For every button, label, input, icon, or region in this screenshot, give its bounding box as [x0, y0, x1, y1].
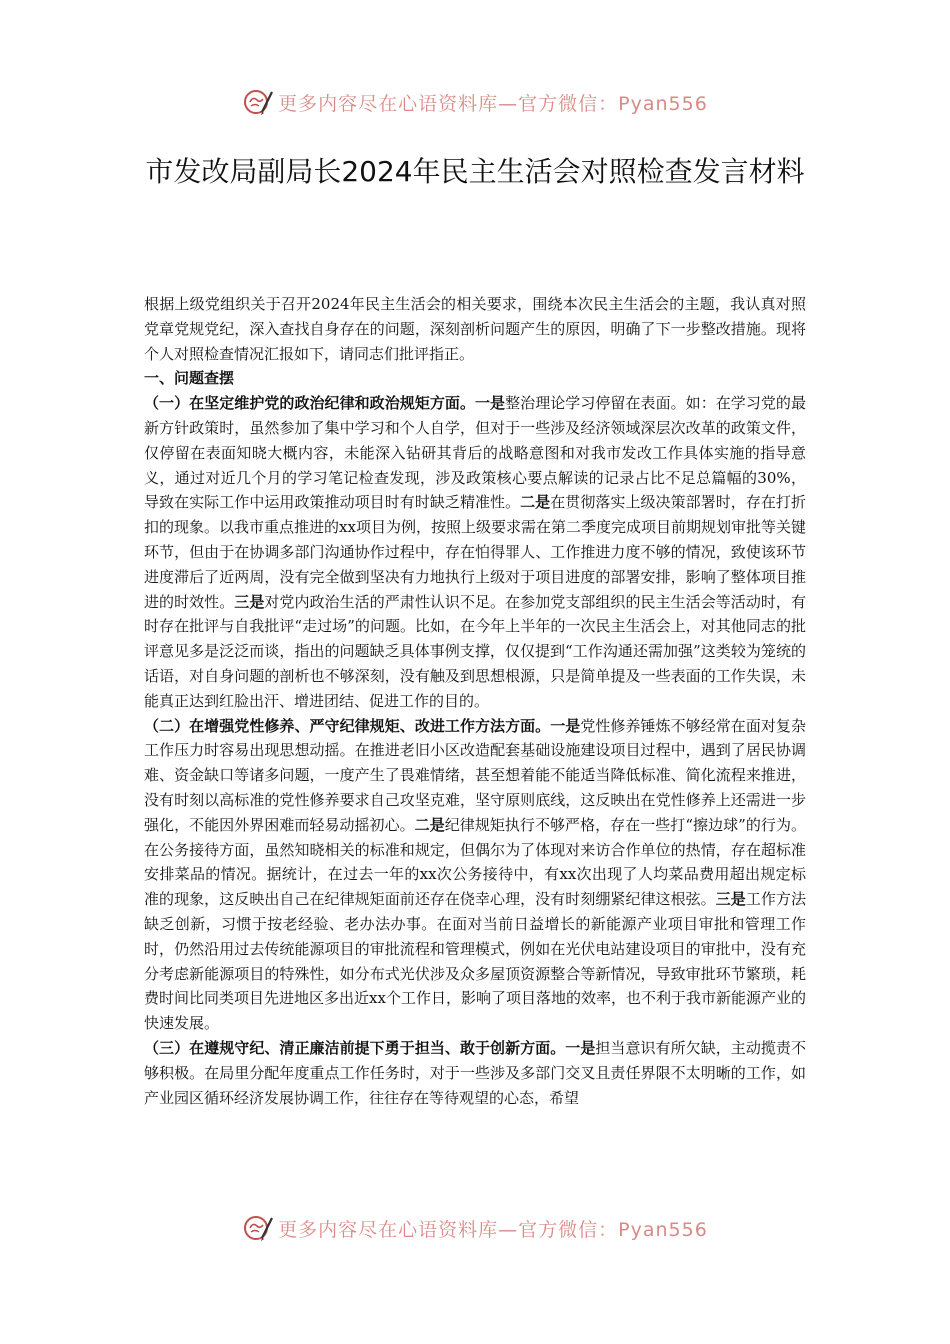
subsection-2-paragraph — [144, 714, 806, 1036]
document-title: 市发改局副局长2024年民主生活会对照检查发言材料 — [145, 155, 805, 188]
point-marker: 一是 — [550, 716, 581, 735]
point-text: 对党内政治生活的严肃性认识不足。在参加党支部组织的民主生活会等活动时，有时存在批评与自我批评“走过场”的问题。比如，在今年上半年的一次民主生活会上，对其他同志的批评意见多是泛泛而谈，指出的问题缺乏具体事例支撑，仅仅提到“工作沟通还需加强”这类较为笼统的话语，对自身问题的剖析也不够深刻，没有触及到思想根源，只是简单提及一些表面的工作失误，未能真正达到红脸出汗、增进团结、促进工作的目的。 — [144, 592, 806, 710]
header-watermark-banner — [0, 82, 950, 122]
point-text: 在贯彻落实上级决策部署时，存在打折扣的现象。以我市重点推进的xx项目为例，按照上级要求需在第二季度完成项目前期规划审批等关键环节，但由于在协调多部门沟通协作过程中，存在怕得罪人、工作推进力度不够的情况，致使该环节进度滞后了近两周，没有完全做到坚决有力地执行上级对于项目进度的部署安排，影响了整体项目推进的时效性。 — [144, 493, 806, 611]
watermark-text: 更多内容尽在心语资料库—官方微信：Pyan556 — [278, 92, 708, 115]
subsection-3-paragraph — [144, 1036, 806, 1110]
subsection-heading: （二）在增强党性修养、严守纪律规矩、改进工作方法方面。 — [144, 716, 551, 735]
brain-pen-logo-icon — [242, 86, 274, 118]
point-marker: 三是 — [715, 890, 746, 909]
footer-watermark-banner — [0, 1208, 950, 1248]
point-marker: 三是 — [234, 592, 265, 611]
point-marker: 二是 — [520, 493, 551, 512]
subsection-heading: （三）在遵规守纪、清正廉洁前提下勇于担当、敢于创新方面。 — [144, 1038, 566, 1057]
subsection-heading: （一）在坚定维护党的政治纪律和政治规矩方面。 — [144, 394, 476, 413]
point-marker: 一是 — [475, 394, 506, 413]
subsection-1-paragraph — [144, 391, 806, 713]
watermark-text: 更多内容尽在心语资料库—官方微信：Pyan556 — [278, 1218, 708, 1241]
brain-pen-logo-icon — [242, 1212, 274, 1244]
point-marker: 二是 — [414, 815, 445, 834]
point-text: 担当意识有所欠缺，主动揽责不够积极。在局里分配年度重点工作任务时，对于一些涉及多部门交叉且责任界限不太明晰的工作，如产业园区循环经济发展协调工作，往往存在等待观望的心态，希望 — [144, 1038, 806, 1107]
section-heading: 一、问题查摆 — [144, 369, 235, 388]
point-text: 工作方法缺乏创新，习惯于按老经验、老办法办事。在面对当前日益增长的新能源产业项目审批和管理工作时，仍然沿用过去传统能源项目的审批流程和管理模式，例如在光伏电站建设项目的审批中，没有充分考虑新能源项目的特殊性，如分布式光伏涉及众多屋顶资源整合等新情况，导致审批环节繁琐，耗费时间比同类项目先进地区多出近xx个工作日，影响了项目落地的效率，也不利于我市新能源产业的快速发展。 — [144, 890, 806, 1033]
point-marker: 一是 — [565, 1038, 596, 1057]
point-text: 纪律规矩执行不够严格，存在一些打“擦边球”的行为。在公务接待方面，虽然知晓相关的标准和规定，但偶尔为了体现对来访合作单位的热情，存在超标准安排菜品的情况。据统计，在过去一年的xx次公务接待中，有xx次出现了人均菜品费用超出规定标准的现象，这反映出自己在纪律规矩面前还存在侥幸心理，没有时刻绷紧纪律这根弦。 — [144, 815, 806, 909]
document-body — [144, 292, 806, 1110]
point-text: 整治理论学习停留在表面。如：在学习党的最新方针政策时，虽然参加了集中学习和个人自学，但对于一些涉及经济领域深层次改革的政策文件，仅停留在表面知晓大概内容，未能深入钻研其背后的战略意图和对我市发改工作具体实施的指导意义，通过对近几个月的学习笔记检查发现，涉及政策核心要点解读的记录占比不足总篇幅的30%，导致在实际工作中运用政策推动项目时有时缺乏精准性。 — [144, 394, 806, 512]
point-text: 党性修养锤炼不够经常在面对复杂工作压力时容易出现思想动摇。在推进老旧小区改造配套基础设施建设项目过程中，遇到了居民协调难、资金缺口等诸多问题，一度产生了畏难情绪，甚至想着能不能适当降低标准、简化流程来推进，没有时刻以高标准的党性修养要求自己攻坚克难，坚守原则底线，这反映出在党性修养上还需进一步强化，不能因外界困难而轻易动摇初心。 — [144, 716, 806, 834]
intro-paragraph: 根据上级党组织关于召开2024年民主生活会的相关要求，围绕本次民主生活会的主题，我认真对照党章党规党纪，深入查找自身存在的问题，深刻剖析问题产生的原因，明确了下一步整改措施。现将个人对照检查情况汇报如下，请同志们批评指正。 — [144, 295, 806, 363]
